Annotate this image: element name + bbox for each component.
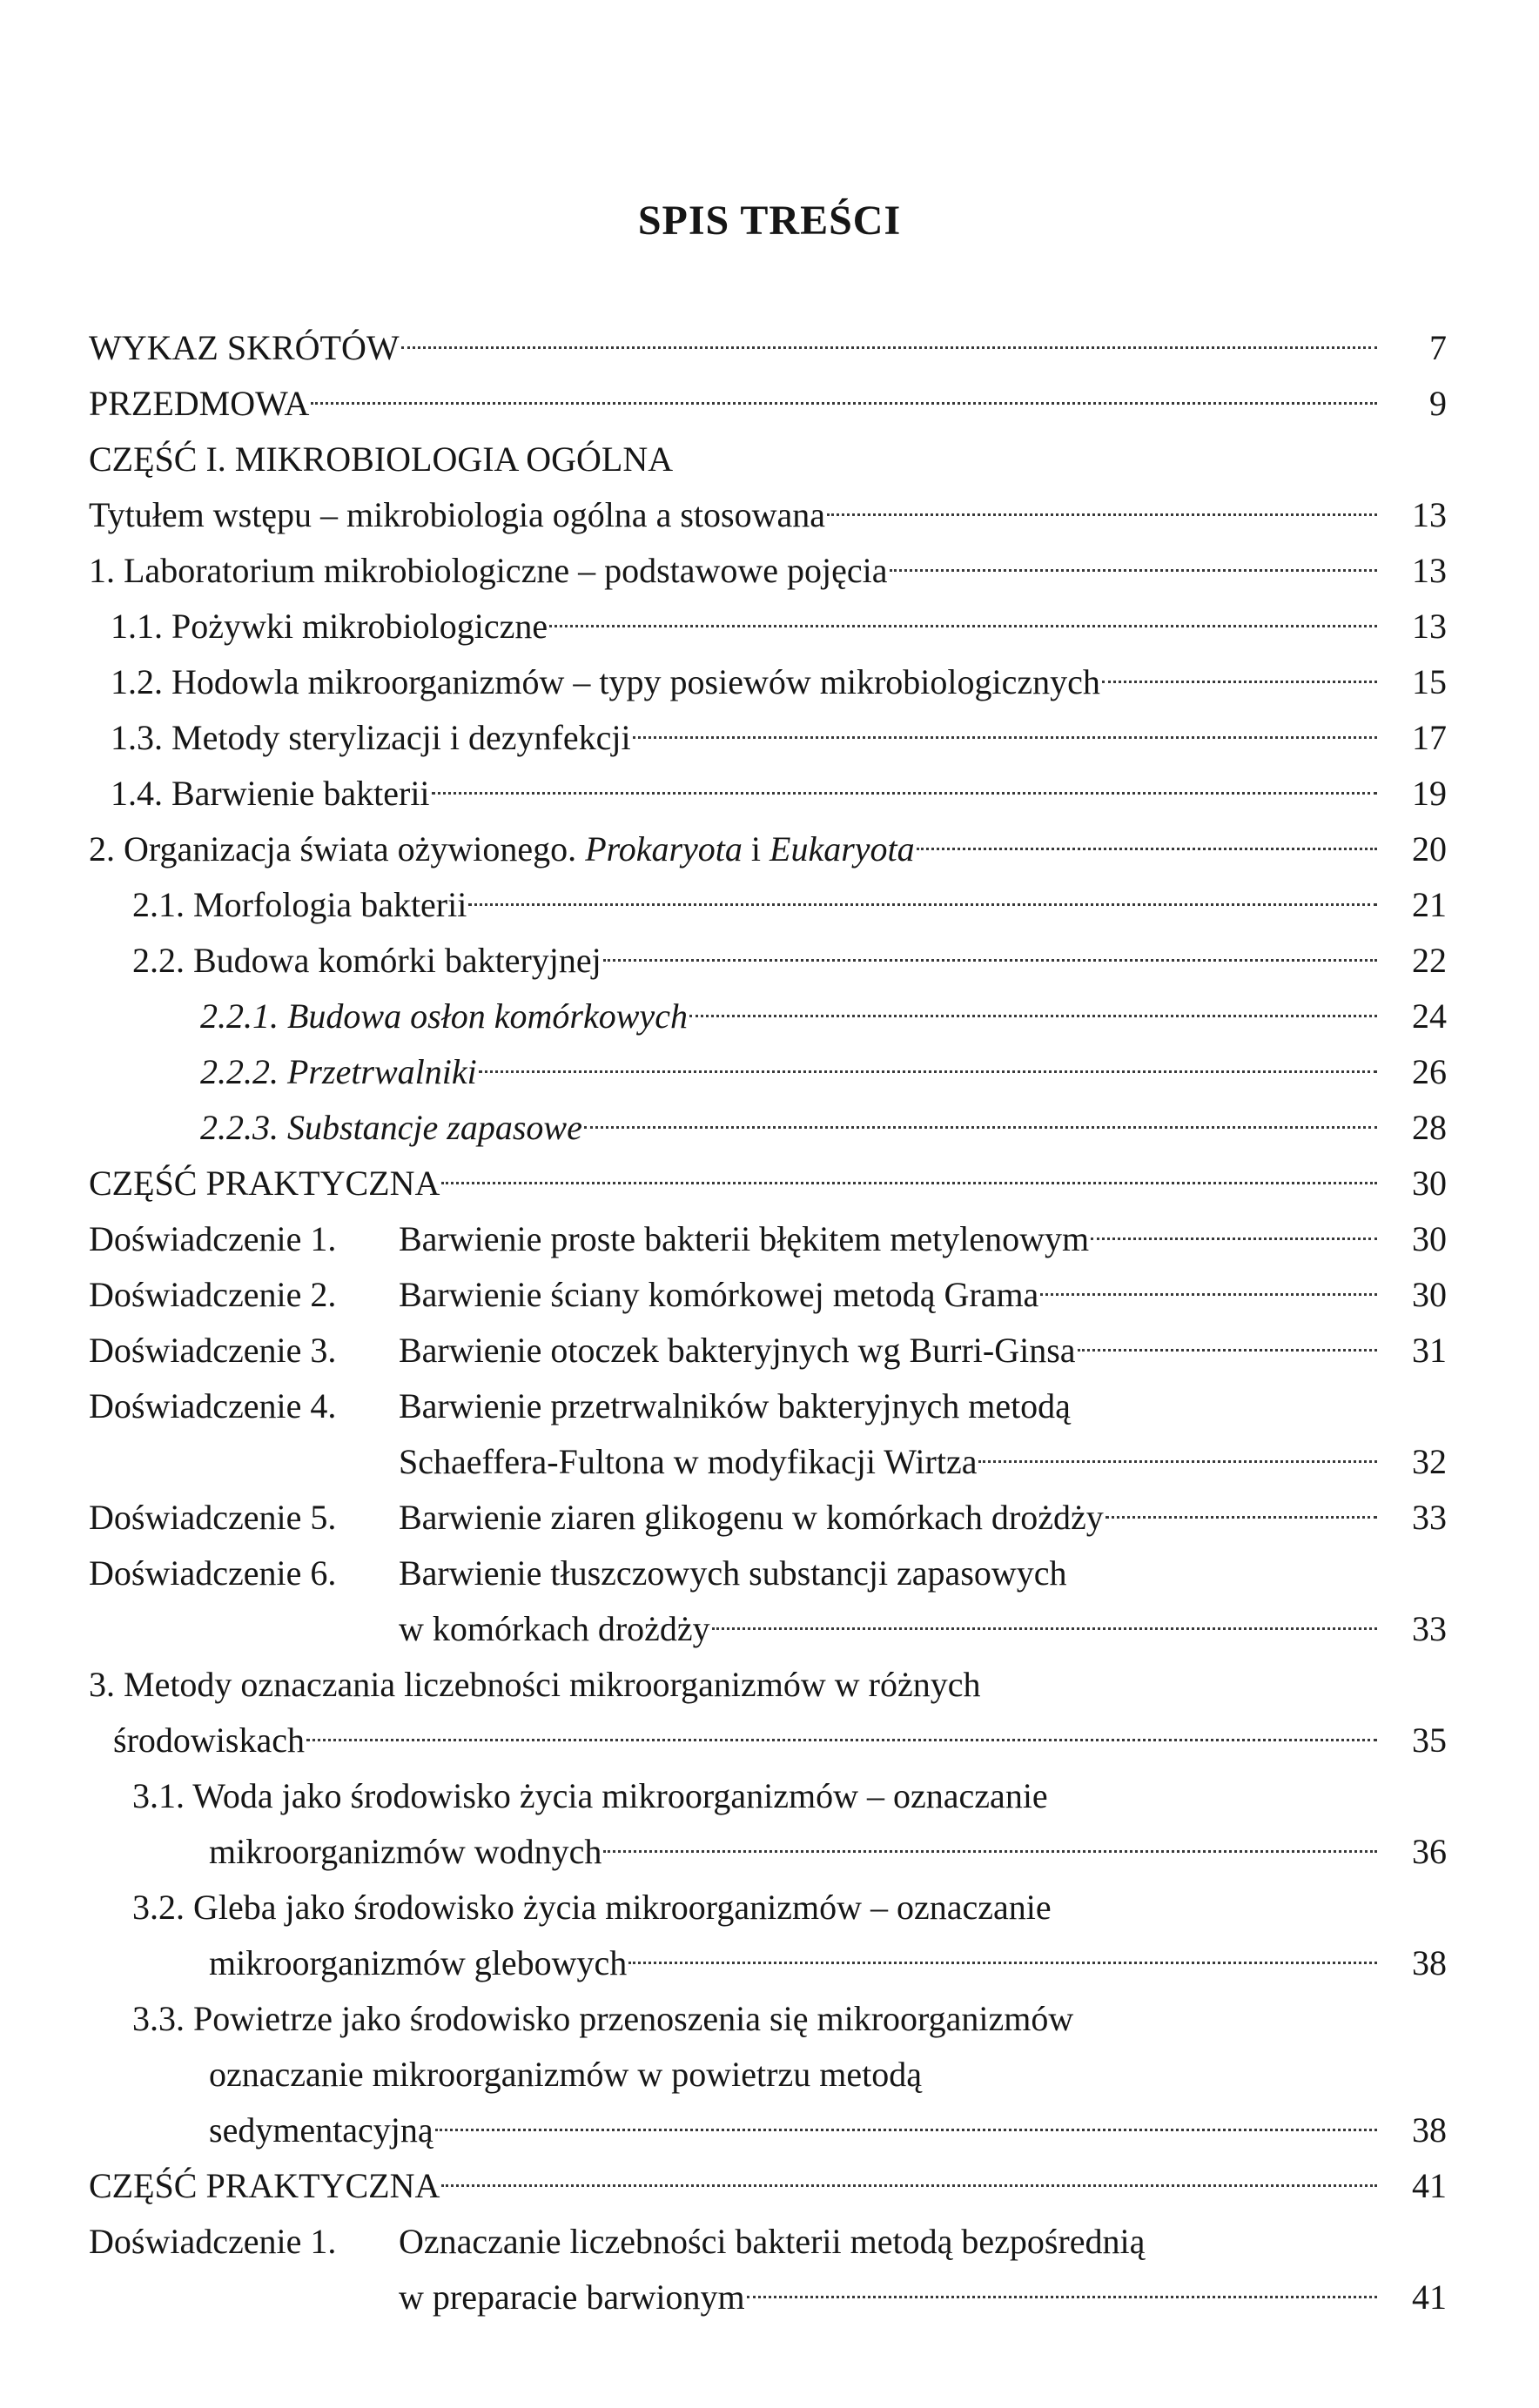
dot-leader [401,346,1377,349]
toc-entry [89,543,1447,599]
experiment-label: Doświadczenie 2. [89,1275,337,1314]
toc-page-number: 20 [1412,829,1447,869]
toc-entry-title-line-1: Oznaczanie liczebności bakterii metodą bezpośrednią [399,2222,1146,2261]
dot-leader [1091,1238,1377,1240]
toc-page-number: 30 [1412,1164,1447,1203]
dot-leader [1040,1293,1377,1296]
toc-entry-title: Barwienie ziaren glikogenu w komórkach drożdży [399,1498,1104,1537]
toc-entry [89,599,1447,654]
toc-entry-title: Tytułem wstępu – mikrobiologia ogólna a stosowana [89,495,825,534]
toc-entry-title-line-2: mikroorganizmów wodnych [209,1832,602,1871]
toc-entry-title: WYKAZ SKRÓTÓW [89,328,400,367]
experiment-label: Doświadczenie 5. [89,1498,337,1537]
experiment-label: Doświadczenie 6. [89,1553,337,1593]
toc-part-heading [89,432,1447,487]
dot-leader [1106,1516,1377,1519]
experiment-label: Doświadczenie 1. [89,2222,337,2261]
toc-page-number: 9 [1429,384,1447,423]
toc-entry-title: PRZEDMOWA [89,384,310,423]
toc-experiment-entry [89,2214,1447,2325]
toc-page-number: 19 [1412,774,1447,813]
toc-entry [89,766,1447,822]
experiment-label: Doświadczenie 4. [89,1386,337,1425]
toc-entry-title-line-1: Barwienie przetrwalników bakteryjnych metodą [399,1386,1071,1425]
toc-entry-title-line-1: 3.3. Powietrze jako środowisko przenoszenia się mikroorganizmów [132,1999,1074,2038]
toc-entry [89,1156,1447,1211]
toc-experiment-entry [89,1378,1447,1490]
toc-entry-title-line-1: 3. Metody oznaczania liczebności mikroorganizmów w różnych [89,1665,981,1704]
toc-entry-title: 1.2. Hodowla mikroorganizmów – typy posiewów mikrobiologicznych [111,662,1100,701]
toc-entry-title: 2.2.3. Substancje zapasowe [200,1108,582,1147]
dot-leader [1102,681,1377,683]
toc-entry-title: CZĘŚĆ PRAKTYCZNA [89,2166,440,2205]
dot-leader [468,903,1377,906]
toc-entry [89,1991,1447,2158]
toc-page-number: 13 [1412,551,1447,590]
toc-entry-title: 2.2. Budowa komórki bakteryjnej [132,941,601,980]
toc-entry [89,320,1447,376]
toc-entry [89,1100,1447,1156]
dot-leader [827,513,1377,516]
toc-page-number: 33 [1412,1609,1447,1648]
toc-entry-title-line-2: środowiskach [113,1720,305,1760]
dot-leader [549,625,1377,627]
toc-entry [89,710,1447,766]
toc-entry [89,2158,1447,2214]
toc-entry-title-line-1: 3.2. Gleba jako środowisko życia mikroorganizmów – oznaczanie [132,1888,1052,1927]
toc-entry [89,487,1447,543]
toc-entry-title-line-2: w komórkach drożdży [399,1609,710,1648]
toc-entry-title: 2.2.1. Budowa osłon komórkowych [200,996,688,1036]
toc-page-number: 35 [1412,1720,1447,1760]
dot-leader [633,736,1377,739]
toc-entry-title: 1.3. Metody sterylizacji i dezynfekcji [111,718,631,757]
dot-leader [978,1460,1377,1463]
toc-page-number: 15 [1412,662,1447,701]
toc-entry-title-line-1: 3.1. Woda jako środowisko życia mikroorganizmów – oznaczanie [132,1776,1048,1815]
toc-entry-title-line-2: oznaczanie mikroorganizmów w powietrzu metodą [209,2055,922,2094]
toc-entry [89,1657,1447,1768]
toc-page-number: 13 [1412,495,1447,534]
toc-page-number: 38 [1412,1943,1447,1982]
toc-page-number: 28 [1412,1108,1447,1147]
dot-leader [603,959,1377,962]
page-title: SPIS TREŚCI [637,198,902,244]
toc-page-number: 33 [1412,1498,1447,1537]
toc-entry-title-line-1: Barwienie tłuszczowych substancji zapasowych [399,1553,1067,1593]
toc-entry [89,654,1447,710]
toc-entry-title: 2.2.2. Przetrwalniki [200,1052,477,1091]
experiment-label: Doświadczenie 1. [89,1219,337,1258]
dot-leader [584,1126,1377,1129]
toc-experiment-entry [89,1546,1447,1657]
dot-leader [479,1070,1377,1073]
toc-entry-title: 1. Laboratorium mikrobiologiczne – podstawowe pojęcia [89,551,888,590]
dot-leader [747,2296,1377,2298]
toc-entry [89,933,1447,989]
dot-leader [306,1739,1377,1741]
dot-leader [689,1015,1377,1017]
dot-leader [441,1182,1377,1184]
toc-entry [89,989,1447,1044]
toc-page-number: 30 [1412,1275,1447,1314]
dot-leader [1078,1349,1377,1352]
toc-page-number: 36 [1412,1832,1447,1871]
toc-experiment-entry [89,1323,1447,1378]
toc-entry-title: CZĘŚĆ I. MIKROBIOLOGIA OGÓLNA [89,439,674,479]
toc-page-number: 38 [1412,2110,1447,2150]
dot-leader [917,848,1377,850]
toc-entry-title: Barwienie ściany komórkowej metodą Grama [399,1275,1039,1314]
toc-page-number: 41 [1412,2166,1447,2205]
toc-page-number: 13 [1412,607,1447,646]
toc-page-number: 22 [1412,941,1447,980]
toc-entry-title: 2. Organizacja świata ożywionego. Prokaryota i Eukaryota [89,829,915,869]
toc-page-number: 17 [1412,718,1447,757]
toc-entry [89,877,1447,933]
toc-entry-title-line-3: sedymentacyjną [209,2110,433,2150]
toc-entry-title: 1.4. Barwienie bakterii [111,774,430,813]
toc-entry [89,376,1447,432]
toc-entry-title: Barwienie proste bakterii błękitem metylenowym [399,1219,1090,1258]
toc-experiment-entry [89,1267,1447,1323]
toc-entry [89,1044,1447,1100]
toc-entry-title-line-2: w preparacie barwionym [399,2277,745,2317]
toc-page-number: 41 [1412,2277,1447,2317]
table-of-contents [89,320,1447,2325]
toc-entry-title: 1.1. Pożywki mikrobiologiczne [111,607,548,646]
toc-entry-title-line-2: Schaeffera-Fultona w modyfikacji Wirtza [399,1442,978,1481]
toc-page-number: 30 [1412,1219,1447,1258]
dot-leader [712,1627,1377,1630]
dot-leader [435,2129,1377,2131]
toc-entry [89,1768,1447,1880]
dot-leader [441,2184,1377,2187]
toc-page-number: 31 [1412,1331,1447,1370]
toc-page-number: 26 [1412,1052,1447,1091]
toc-page-number: 21 [1412,885,1447,924]
toc-experiment-entry [89,1211,1447,1267]
toc-entry-title: CZĘŚĆ PRAKTYCZNA [89,1164,440,1203]
toc-page-number: 32 [1412,1442,1447,1481]
experiment-label: Doświadczenie 3. [89,1331,337,1370]
dot-leader [603,1850,1377,1853]
toc-entry-title: 2.1. Morfologia bakterii [132,885,467,924]
dot-leader [890,569,1377,572]
toc-entry-title-line-2: mikroorganizmów glebowych [209,1943,628,1982]
toc-experiment-entry [89,1490,1447,1546]
dot-leader [432,792,1377,795]
toc-entry [89,1880,1447,1991]
toc-entry-title: Barwienie otoczek bakteryjnych wg Burri-Ginsa [399,1331,1076,1370]
toc-page-number: 24 [1412,996,1447,1036]
toc-entry [89,822,1447,877]
toc-page-number: 7 [1429,328,1447,367]
dot-leader [311,402,1377,405]
dot-leader [628,1962,1377,1964]
